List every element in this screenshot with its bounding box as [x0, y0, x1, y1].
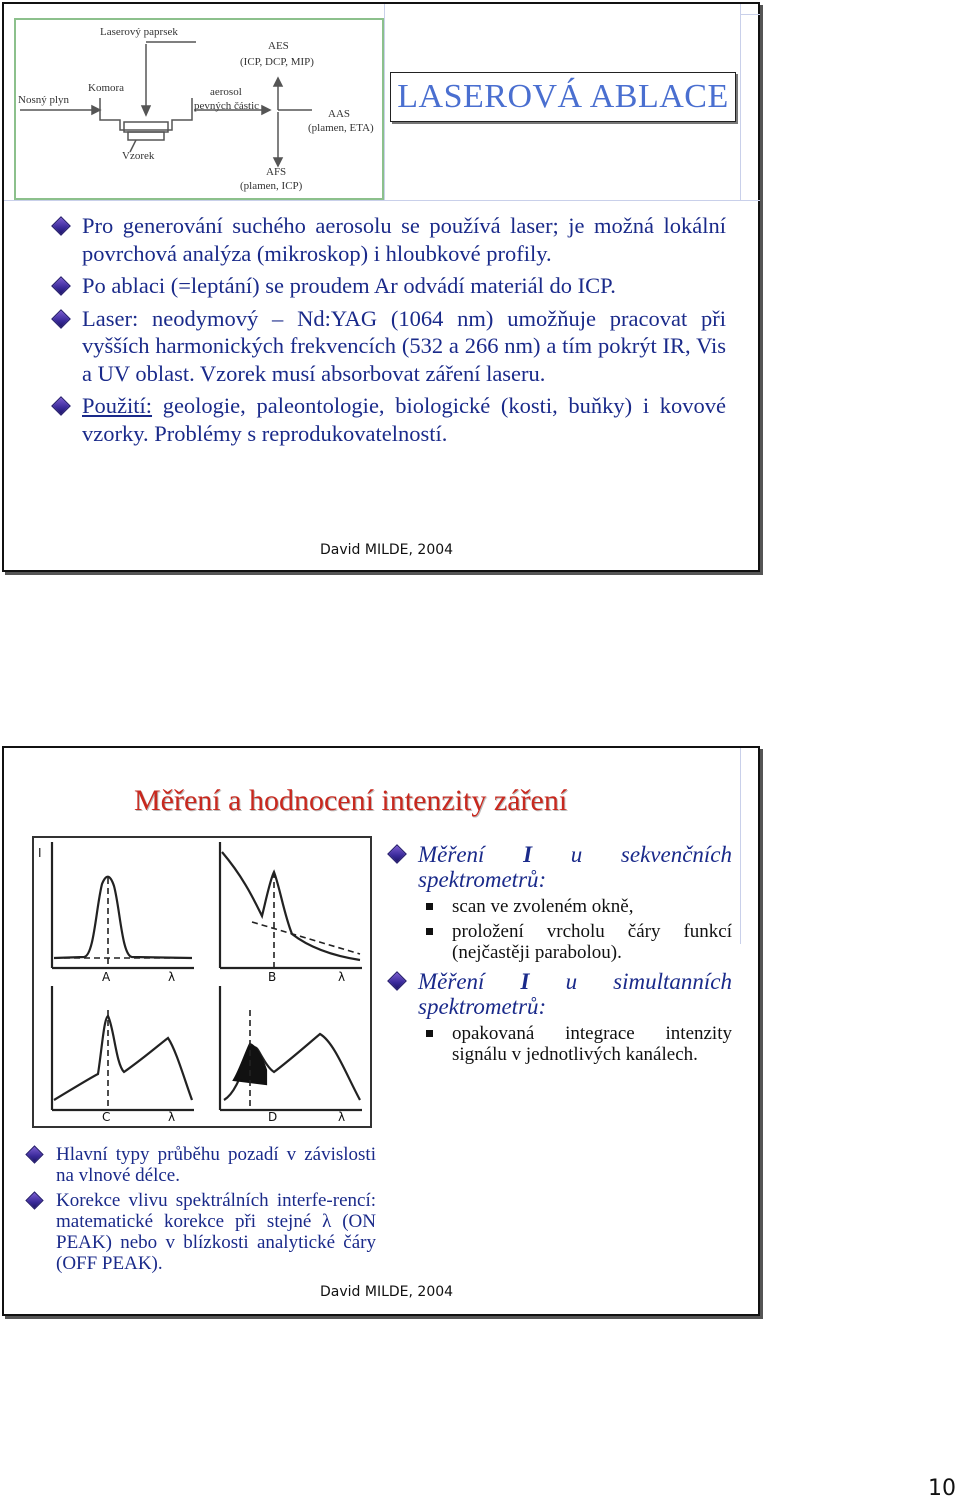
label-sample: Vzorek: [122, 150, 155, 162]
grid-line: [740, 14, 760, 15]
slide1-bullet-list: [54, 212, 726, 452]
diamond-bullet-icon: [25, 1145, 43, 1163]
list-item: Hlavní typy průběhu pozadí v závislosti na vlnové délce.: [28, 1144, 376, 1186]
panel-label-a: A: [102, 970, 111, 984]
diamond-bullet-icon: [51, 396, 71, 416]
page-number: 10: [928, 1476, 956, 1501]
slide2-title: Měření a hodnocení intenzity záření: [134, 784, 568, 817]
diamond-bullet-icon: [51, 276, 71, 296]
list-item: Měření I u simultanních spektrometrů: opakovaná integrace intenzity signálu v jednotlivých kanálech.: [390, 969, 732, 1065]
x-label-a: λ: [168, 970, 176, 984]
diamond-bullet-icon: [387, 844, 407, 864]
list-item: Laser: neodymový – Nd:YAG (1064 nm) umožňuje pracovat při vyšších harmonických frekvencích (532 a 266 nm) a tím pokrýt IR, Vis a UV oblast. Vzorek musí absorbovat záření laseru.: [54, 305, 726, 388]
background-types-figure: [32, 836, 372, 1128]
label-aerosol: aerosol: [210, 86, 242, 98]
label-carrier-gas: Nosný plyn: [18, 94, 70, 106]
slide2-footer: David MILDE, 2004: [320, 1284, 454, 1300]
label-afs-sources: (plamen, ICP): [240, 180, 303, 192]
label-aes-sources: (ICP, DCP, MIP): [240, 56, 314, 68]
slide2-bottom-bullet-list: [28, 1144, 376, 1278]
diamond-bullet-icon: [387, 971, 407, 991]
sub-list-item: opakovaná integrace intenzity signálu v jednotlivých kanálech.: [418, 1023, 732, 1065]
slide-intensity-measurement: [2, 746, 760, 1316]
list-item: Pro generování suchého aerosolu se používá laser; je možná lokální povrchová analýza (mikroskop) i hloubkové profily.: [54, 212, 726, 267]
panel-label-c: C: [102, 1110, 111, 1124]
label-afs: AFS: [266, 166, 287, 178]
square-bullet-icon: [426, 903, 433, 910]
label-chamber: Komora: [88, 82, 125, 94]
grid-line: [740, 748, 741, 944]
background-types-plots: [34, 838, 370, 1126]
label-laser: Laserový paprsek: [100, 26, 178, 38]
usage-label: Použití:: [82, 393, 153, 418]
slide2-right-bullet-list: [390, 842, 732, 1071]
grid-line: [384, 4, 385, 200]
x-label-c: λ: [168, 1110, 176, 1124]
list-item: Po ablaci (=leptání) se proudem Ar odvádí materiál do ICP.: [54, 272, 726, 300]
square-bullet-icon: [426, 1030, 433, 1037]
sub-list-item: proložení vrcholu čáry funkcí (nejčastěji parabolou).: [418, 921, 732, 963]
ablation-diagram: [14, 18, 384, 200]
diamond-bullet-icon: [51, 216, 71, 236]
slide1-title-box: [390, 72, 736, 122]
slide-laser-ablation: [2, 2, 760, 572]
list-item: Použití: geologie, paleontologie, biologické (kosti, buňky) i kovové vzorky. Problémy s reprodukovatelností.: [54, 392, 726, 447]
label-aas-sources: (plamen, ETA): [308, 122, 374, 134]
label-aerosol-particles: pevných částic: [194, 100, 260, 112]
x-label-b: λ: [338, 970, 346, 984]
diamond-bullet-icon: [25, 1191, 43, 1209]
slide1-title: LASEROVÁ ABLACE: [397, 78, 729, 115]
list-item: Korekce vlivu spektrálních interfe-rencí: matematické korekce při stejné λ (ON PEAK) nebo v blízkosti analytické čáry (OFF PEAK).: [28, 1190, 376, 1274]
sub-list: [418, 896, 732, 963]
panel-label-d: D: [268, 1110, 278, 1124]
sub-list-item: scan ve zvoleném okně,: [418, 896, 732, 917]
panel-label-b: B: [268, 970, 277, 984]
plot-y-label: I: [38, 846, 42, 860]
x-label-d: λ: [338, 1110, 346, 1124]
label-aes: AES: [268, 40, 289, 52]
grid-line: [4, 200, 760, 201]
list-item: Měření I u sekvenčních spektrometrů: scan ve zvoleném okně, proložení vrcholu čáry funkcí (nejčastěji parabolou).: [390, 842, 732, 963]
diamond-bullet-icon: [51, 309, 71, 329]
label-aas: AAS: [328, 108, 351, 120]
sub-list: [418, 1023, 732, 1065]
slide1-footer: David MILDE, 2004: [320, 542, 454, 558]
square-bullet-icon: [426, 928, 433, 935]
grid-line: [740, 4, 741, 200]
